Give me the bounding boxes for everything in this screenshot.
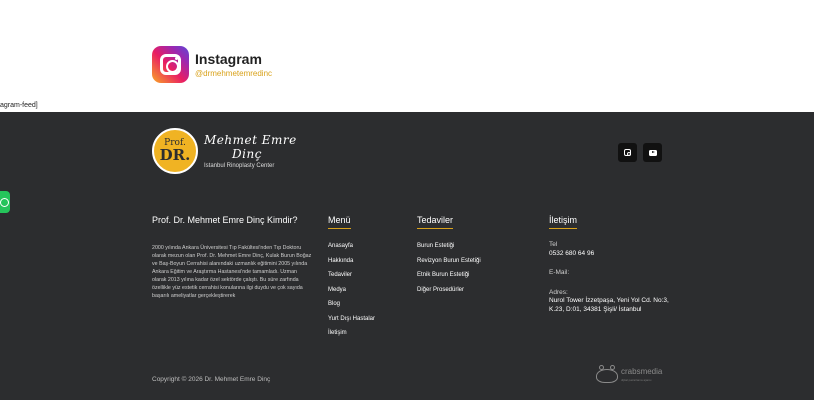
logo-badge-line2: DR. xyxy=(159,146,191,164)
menu-heading: Menü xyxy=(328,215,351,229)
treatments-column xyxy=(417,210,481,297)
address-value: Nurol Tower İzzetpaşa, Yeni Yol Cd. No:3, K.23, D:01, 34381 Şişli/ İstanbul xyxy=(549,297,669,313)
menu-link-iletisim[interactable]: İletişim xyxy=(328,330,347,336)
instagram-icon xyxy=(624,149,631,156)
whatsapp-button[interactable] xyxy=(0,191,10,213)
logo-name-line1: Mehmet Emre xyxy=(204,133,297,147)
about-column xyxy=(152,210,312,300)
treatments-heading: Tedaviler xyxy=(417,215,453,229)
contact-column xyxy=(549,210,669,325)
menu-link-blog[interactable]: Blog xyxy=(328,301,341,307)
menu-link-hakkinda[interactable]: Hakkında xyxy=(328,257,354,264)
copyright-text: Copyright © 2026 Dr. Mehmet Emre Dinç xyxy=(152,376,271,383)
agency-name: crabsmedia xyxy=(621,367,663,376)
crab-logo-icon xyxy=(596,369,618,383)
address-label: Adres: xyxy=(549,288,568,296)
logo-badge xyxy=(152,128,198,174)
menu-column xyxy=(328,210,375,341)
instagram-logo-icon[interactable] xyxy=(152,46,189,83)
contact-heading: İletişim xyxy=(549,215,577,229)
email-label: E-Mail: xyxy=(549,269,570,276)
agency-tagline: dijital pazarlama ajansı xyxy=(621,378,652,382)
youtube-social-button[interactable] xyxy=(643,143,662,162)
shortcode-text: agram-feed] xyxy=(0,102,38,109)
site-footer xyxy=(0,112,814,400)
menu-link-tedaviler[interactable]: Tedaviler xyxy=(328,272,353,278)
instagram-handle[interactable]: @drmehmetemredinc xyxy=(195,69,273,78)
instagram-social-button[interactable] xyxy=(618,143,637,162)
treatment-link-etnik[interactable]: Etnik Burun Estetiği xyxy=(417,272,470,278)
treatment-link-diger[interactable]: Diğer Prosedürler xyxy=(417,286,465,293)
logo-subtitle: Istanbul Rinoplasty Center xyxy=(204,163,275,169)
menu-link-anasayfa[interactable]: Anasayfa xyxy=(328,243,354,249)
phone-value[interactable]: 0532 680 64 96 xyxy=(549,249,595,257)
menu-link-yurt-disi-hastalar[interactable]: Yurt Dışı Hastalar xyxy=(328,315,376,322)
footer-logo[interactable] xyxy=(152,128,297,174)
logo-badge-line1: Prof. xyxy=(164,138,186,148)
phone-label: Tel xyxy=(549,241,558,248)
treatment-link-revizyon[interactable]: Revizyon Burun Estetiği xyxy=(417,257,481,264)
treatment-link-burun-estetigi[interactable]: Burun Estetiği xyxy=(417,243,455,249)
logo-name-line2: Dinç xyxy=(232,147,262,161)
instagram-title[interactable]: Instagram xyxy=(195,51,262,67)
about-text: 2000 yılında Ankara Üniversitesi Tıp Fakültesi'nden Tıp Doktoru olarak mezun olan Prof. Dr. Mehmet Emre Dinç, Kulak Burun Boğaz ve Baş-Boyun Cerrahisi alanındaki uzmanlık eğitimini 2005 yılında Ankara Eğitim ve Araştırma Hastanesi'nde tamamladı. Uzman olarak 2013 yılına kadar özel sektörde çalıştı. Bu süre zarfında özellikle yüz estetik cerrahisi konularına ilgi duydu ve çok sayıda başarılı ameliyatlar gerçekleştirerek xyxy=(152,245,312,299)
menu-link-medya[interactable]: Medya xyxy=(328,286,347,293)
whatsapp-icon xyxy=(0,198,9,207)
about-heading: Prof. Dr. Mehmet Emre Dinç Kimdir? xyxy=(152,215,298,225)
instagram-header[interactable] xyxy=(152,46,272,83)
agency-credit[interactable] xyxy=(596,368,662,384)
youtube-icon xyxy=(649,150,657,156)
